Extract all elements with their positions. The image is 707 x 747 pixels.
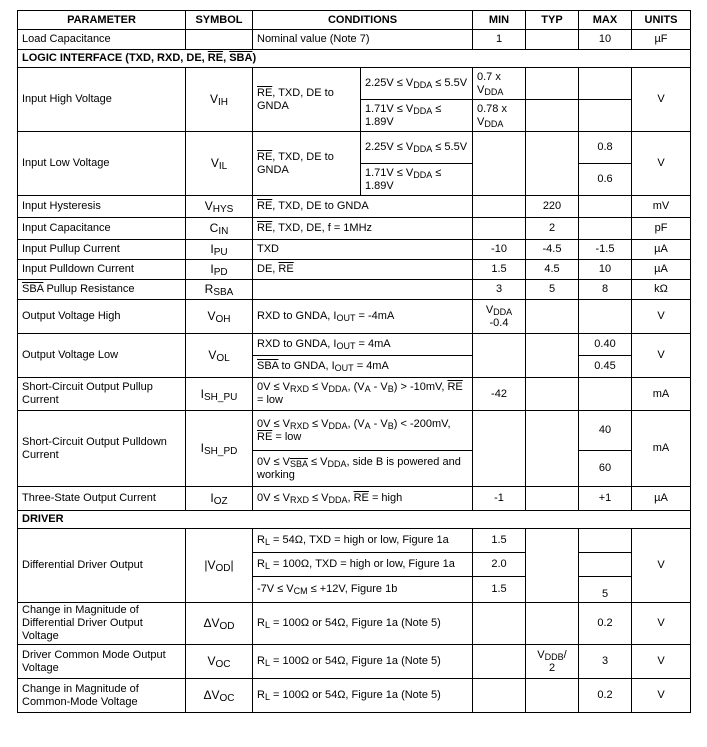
min-cell: 3 [473, 280, 526, 300]
table-row [18, 411, 691, 451]
header-units: UNITS [632, 11, 691, 30]
min-cell [473, 679, 526, 713]
max-cell: 0.2 [579, 679, 632, 713]
symbol-cell: $V_{IH}$ [186, 68, 253, 132]
conditions-cell [253, 280, 473, 300]
table-row [18, 240, 691, 260]
param-cell: Input Low Voltage [18, 132, 186, 196]
param-cell: Input Pullup Current [18, 240, 186, 260]
max-cell [579, 100, 632, 132]
typ-cell [526, 577, 579, 603]
symbol-cell: $V_{OL}$ [186, 334, 253, 378]
symbol-cell: $C_{IN}$ [186, 218, 253, 240]
typ-cell [526, 132, 579, 164]
min-cell: 1 [473, 30, 526, 50]
table-row [18, 334, 691, 356]
min-cell: $V_{DDA}$ -0.4 [473, 300, 526, 334]
conditions-cell: $\overline{RE}$, TXD, DE, f = 1MHz [253, 218, 473, 240]
typ-cell: 4.5 [526, 260, 579, 280]
min-cell: 0.78 x $V_{DDA}$ [473, 100, 526, 132]
max-cell [579, 68, 632, 100]
conditions-cell: $R_L = 100\Omega$ or 54Ω, Figure 1a (Note 5) [253, 645, 473, 679]
conditions-cell: $\overline{SBA}$ to GNDA, $I_{OUT} = 4mA$ [253, 356, 473, 378]
units-cell: V [632, 300, 691, 334]
typ-cell [526, 164, 579, 196]
typ-cell [526, 300, 579, 334]
table-row [18, 260, 691, 280]
symbol-cell [186, 30, 253, 50]
symbol-cell: $\Delta V_{OD}$ [186, 603, 253, 645]
conditions-cell: $\overline{RE}$, TXD, DE to GNDA [253, 132, 361, 196]
max-cell: 0.6 [579, 164, 632, 196]
symbol-cell: $V_{HYS}$ [186, 196, 253, 218]
conditions-cell: $\overline{RE}$, TXD, DE to GNDA [253, 68, 361, 132]
symbol-cell: $I_{PU}$ [186, 240, 253, 260]
min-cell: 1.5 [473, 260, 526, 280]
typ-cell [526, 529, 579, 553]
typ-cell [526, 451, 579, 487]
conditions-cell: $R_L = 100\Omega$, TXD = high or low, Figure 1a [253, 553, 473, 577]
typ-cell: $V_{DDB}/$ 2 [526, 645, 579, 679]
header-min: MIN [473, 11, 526, 30]
min-cell [473, 603, 526, 645]
table-row [18, 603, 691, 645]
typ-cell [526, 679, 579, 713]
header-parameter: PARAMETER [18, 11, 186, 30]
min-cell: -10 [473, 240, 526, 260]
min-cell [473, 196, 526, 218]
typ-cell [526, 487, 579, 511]
typ-cell [526, 603, 579, 645]
param-cell: $\overline{SBA}$ Pullup Resistance [18, 280, 186, 300]
max-cell [579, 196, 632, 218]
min-cell [473, 164, 526, 196]
max-cell [579, 218, 632, 240]
max-cell [579, 553, 632, 577]
units-cell: V [632, 334, 691, 378]
param-cell: Change in Magnitude of Common-Mode Voltage [18, 679, 186, 713]
header-conditions: CONDITIONS [253, 11, 473, 30]
table-row [18, 218, 691, 240]
conditions-cell: DE, $\overline{RE}$ [253, 260, 473, 280]
param-cell: Input Capacitance [18, 218, 186, 240]
param-cell: Input Pulldown Current [18, 260, 186, 280]
typ-cell [526, 356, 579, 378]
param-cell: Load Capacitance [18, 30, 186, 50]
max-cell: 10 [579, 30, 632, 50]
conditions-cell: $0V \le V_{\overline{SBA}} \le V_{DDA}$, side B is powered and working [253, 451, 473, 487]
symbol-cell: $I_{SH\_PU}$ [186, 378, 253, 411]
min-cell: -42 [473, 378, 526, 411]
typ-cell [526, 334, 579, 356]
symbol-cell: $V_{OC}$ [186, 645, 253, 679]
units-cell: mA [632, 411, 691, 487]
max-cell: -1.5 [579, 240, 632, 260]
param-cell: Change in Magnitude of Differential Driver Output Voltage [18, 603, 186, 645]
conditions-cell: $0V \le V_{RXD} \le V_{DDA}$, $(V_A - V_B) < -200mV$, $\overline{RE}$ = low [253, 411, 473, 451]
units-cell: V [632, 68, 691, 132]
units-cell: µA [632, 240, 691, 260]
param-cell: Input Hysteresis [18, 196, 186, 218]
table-row [18, 300, 691, 334]
symbol-cell: $V_{IL}$ [186, 132, 253, 196]
units-cell: mA [632, 378, 691, 411]
subcondition-cell: $2.25V \le V_{DDA} \le 5.5V$ [361, 132, 473, 164]
units-cell: mV [632, 196, 691, 218]
max-cell: 40 [579, 411, 632, 451]
max-cell: 8 [579, 280, 632, 300]
param-cell: Differential Driver Output [18, 529, 186, 603]
conditions-cell: $R_L = 100\Omega$ or 54Ω, Figure 1a (Note 5) [253, 679, 473, 713]
symbol-cell: $|V_{OD}|$ [186, 529, 253, 603]
table-row [18, 132, 691, 164]
section-title: DRIVER [18, 511, 691, 529]
symbol-cell: $V_{OH}$ [186, 300, 253, 334]
units-cell: µA [632, 487, 691, 511]
conditions-cell: $R_L = 100\Omega$ or 54Ω, Figure 1a (Note 5) [253, 603, 473, 645]
max-cell: 0.2 [579, 603, 632, 645]
param-cell: Short-Circuit Output Pullup Current [18, 378, 186, 411]
electrical-characteristics-table [17, 10, 691, 713]
max-cell: 0.40 [579, 334, 632, 356]
max-cell [579, 300, 632, 334]
max-cell: 3 [579, 645, 632, 679]
units-cell: kΩ [632, 280, 691, 300]
min-cell: 0.7 x $V_{DDA}$ [473, 68, 526, 100]
units-cell: pF [632, 218, 691, 240]
symbol-cell: $R_{SBA}$ [186, 280, 253, 300]
units-cell: V [632, 603, 691, 645]
table-row [18, 68, 691, 100]
conditions-cell: RXD to GNDA, $I_{OUT} = -4mA$ [253, 300, 473, 334]
units-cell: µA [632, 260, 691, 280]
units-cell: V [632, 679, 691, 713]
subcondition-cell: $1.71V \le V_{DDA} \le 1.89V$ [361, 100, 473, 132]
min-cell: 1.5 [473, 577, 526, 603]
units-cell: V [632, 645, 691, 679]
max-cell: 0.45 [579, 356, 632, 378]
typ-cell: 5 [526, 280, 579, 300]
units-cell: V [632, 529, 691, 603]
max-cell: 5 [579, 577, 632, 603]
conditions-cell: $-7V \le V_{CM} \le +12V$, Figure 1b [253, 577, 473, 603]
min-cell [473, 218, 526, 240]
section-row-logic [18, 50, 691, 68]
header-symbol: SYMBOL [186, 11, 253, 30]
typ-cell [526, 378, 579, 411]
header-row [18, 11, 691, 30]
section-row-driver [18, 511, 691, 529]
units-cell: V [632, 132, 691, 196]
symbol-cell: $I_{PD}$ [186, 260, 253, 280]
table-row [18, 30, 691, 50]
header-typ: TYP [526, 11, 579, 30]
subcondition-cell: $2.25V \le V_{DDA} \le 5.5V$ [361, 68, 473, 100]
symbol-cell: $I_{OZ}$ [186, 487, 253, 511]
conditions-cell: $0V \le V_{RXD} \le V_{DDA}$, $\overline{RE}$ = high [253, 487, 473, 511]
table-row [18, 280, 691, 300]
table-row [18, 529, 691, 553]
typ-cell [526, 30, 579, 50]
table-row [18, 645, 691, 679]
table-row [18, 378, 691, 411]
typ-cell [526, 411, 579, 451]
min-cell [473, 132, 526, 164]
max-cell: +1 [579, 487, 632, 511]
param-cell: Driver Common Mode Output Voltage [18, 645, 186, 679]
conditions-cell: $R_L = 54\Omega$, TXD = high or low, Figure 1a [253, 529, 473, 553]
table-row [18, 487, 691, 511]
typ-cell [526, 68, 579, 100]
typ-cell [526, 100, 579, 132]
conditions-cell: RXD to GNDA, $I_{OUT} = 4mA$ [253, 334, 473, 356]
typ-cell: 2 [526, 218, 579, 240]
symbol-cell: $\Delta V_{OC}$ [186, 679, 253, 713]
subcondition-cell: $1.71V \le V_{DDA} \le 1.89V$ [361, 164, 473, 196]
min-cell [473, 645, 526, 679]
conditions-cell: $\overline{RE}$, TXD, DE to GNDA [253, 196, 473, 218]
param-cell: Three-State Output Current [18, 487, 186, 511]
max-cell [579, 378, 632, 411]
min-cell [473, 334, 526, 356]
conditions-cell: $0V \le V_{RXD} \le V_{DDA}$, $(V_A - V_B) > -10mV$, $\overline{RE}$ = low [253, 378, 473, 411]
symbol-cell: $I_{SH\_PD}$ [186, 411, 253, 487]
min-cell [473, 451, 526, 487]
typ-cell: 220 [526, 196, 579, 218]
param-cell: Short-Circuit Output Pulldown Current [18, 411, 186, 487]
min-cell: 2.0 [473, 553, 526, 577]
section-title: LOGIC INTERFACE (TXD, RXD, DE, $\overline{RE}$, $\overline{SBA}$) [18, 50, 691, 68]
table-row [18, 679, 691, 713]
header-max: MAX [579, 11, 632, 30]
min-cell: -1 [473, 487, 526, 511]
min-cell [473, 411, 526, 451]
param-cell: Output Voltage High [18, 300, 186, 334]
min-cell [473, 356, 526, 378]
typ-cell [526, 553, 579, 577]
max-cell: 60 [579, 451, 632, 487]
table-row [18, 196, 691, 218]
units-cell: µF [632, 30, 691, 50]
conditions-cell: TXD [253, 240, 473, 260]
min-cell: 1.5 [473, 529, 526, 553]
max-cell: 0.8 [579, 132, 632, 164]
conditions-cell: Nominal value (Note 7) [253, 30, 473, 50]
param-cell: Output Voltage Low [18, 334, 186, 378]
typ-cell: -4.5 [526, 240, 579, 260]
max-cell: 10 [579, 260, 632, 280]
param-cell: Input High Voltage [18, 68, 186, 132]
max-cell [579, 529, 632, 553]
